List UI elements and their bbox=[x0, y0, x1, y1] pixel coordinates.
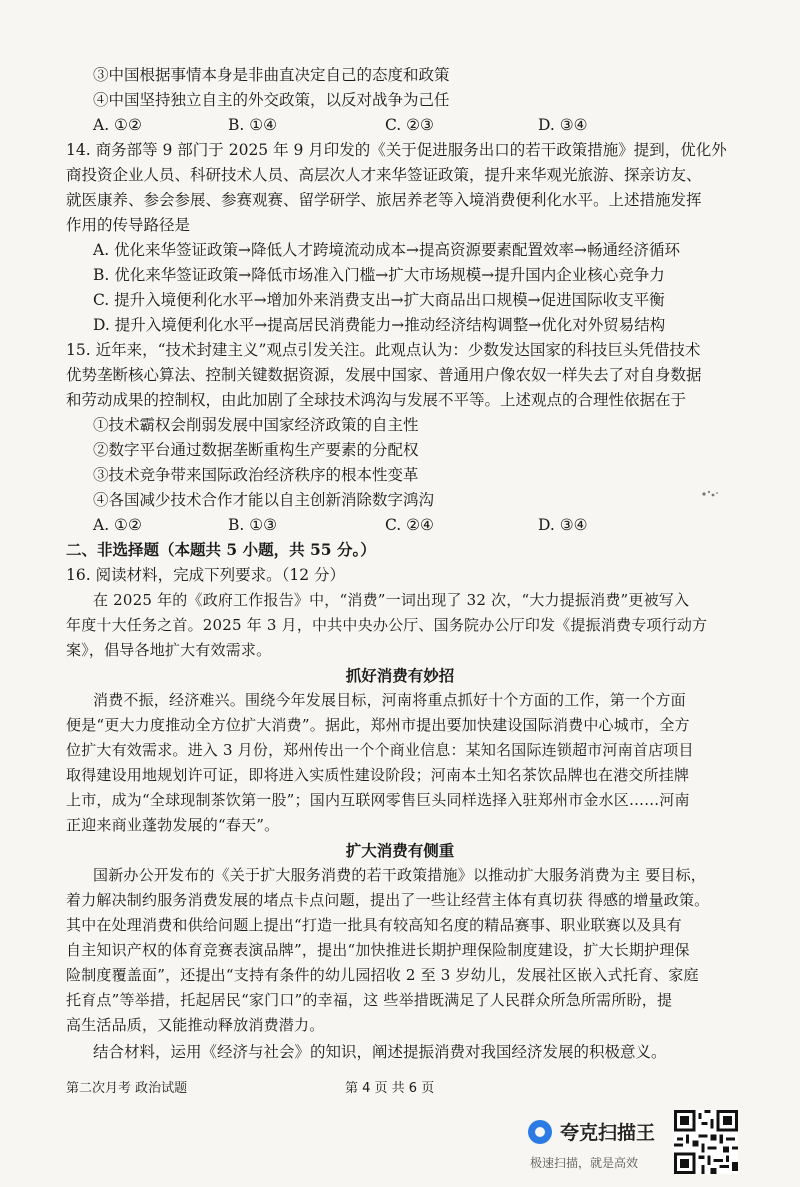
material-para-1-line: 取得建设用地规划许可证，即将进入实质性建设阶段；河南本土知名茶饮品牌也在港交所挂牌 bbox=[66, 766, 690, 784]
material-intro-line: 案》，倡导各地扩大有效需求。 bbox=[66, 641, 272, 659]
q15-item-3: ③技术竞争带来国际政治经济秩序的根本性变革 bbox=[93, 466, 419, 484]
q14-option-c: C. 提升入境便利化水平→增加外来消费支出→扩大商品出口规模→促进国际收支平衡 bbox=[93, 291, 665, 309]
scan-speck bbox=[700, 488, 720, 500]
q15-item-2: ②数字平台通过数据垄断重构生产要素的分配权 bbox=[93, 441, 419, 459]
material-para-1-line: 消费不振，经济难兴。围绕今年发展目标，河南将重点抓好十个方面的工作，第一个方面 bbox=[93, 691, 686, 709]
q13-option-d: D. ③④ bbox=[538, 116, 588, 134]
material-para-1-line: 便是“更大力度推动全方位扩大消费”。据此，郑州市提出要加快建设国际消费中心城市，全方 bbox=[66, 716, 690, 734]
q15-stem-line: 15. 近年来，“技术封建主义”观点引发关注。此观点认为：少数发达国家的科技巨头凭借技术 bbox=[66, 341, 701, 359]
q15-item-1: ①技术霸权会削弱发展中国家经济政策的自主性 bbox=[93, 416, 419, 434]
qr-code-icon bbox=[674, 1110, 738, 1174]
material-title-1: 抓好消费有妙招 bbox=[345, 666, 455, 685]
material-para-2-line: 托育点”等举措，托起居民“家门口”的幸福，这 些举措既满足了人民群众所急所需所盼，提 bbox=[66, 991, 673, 1009]
q16-task: 结合材料，运用《经济与社会》的知识，阐述提振消费对我国经济发展的积极意义。 bbox=[93, 1043, 667, 1061]
material-para-1-line: 上市，成为“全球现制茶饮第一股”；国内互联网零售巨头同样选择入驻郑州市金水区……河南 bbox=[66, 791, 690, 809]
material-para-2-line: 自主知识产权的体育竞赛表演品牌”，提出“加快推进长期护理保险制度建设，扩大长期护理保 bbox=[66, 941, 690, 959]
scanner-watermark bbox=[528, 1110, 768, 1180]
q14-option-a: A. 优化来华签证政策→降低人才跨境流动成本→提高资源要素配置效率→畅通经济循环 bbox=[93, 241, 681, 259]
q14-stem-line: 就医康养、参会参展、参赛观赛、留学研学、旅居养老等入境消费便利化水平。上述措施发挥 bbox=[66, 191, 702, 209]
q13-item-3: ③中国根据事情本身是非曲直决定自己的态度和政策 bbox=[93, 66, 450, 84]
q14-stem-line: 作用的传导路径是 bbox=[66, 216, 191, 234]
footer-page-number: 第 4 页 共 6 页 bbox=[345, 1081, 435, 1096]
material-intro-line: 年度十大任务之首。2025 年 3 月，中共中央办公厅、国务院办公厅印发《提振消费专项行动方 bbox=[66, 616, 708, 634]
scanner-slogan: 极速扫描，就是高效 bbox=[530, 1156, 639, 1170]
q15-option-c: C. ②④ bbox=[385, 516, 434, 534]
scanner-app-name: 夸克扫描王 bbox=[560, 1122, 656, 1144]
q13-option-b: B. ①④ bbox=[228, 116, 278, 134]
q15-stem-line: 优势垄断核心算法、控制关键数据资源，发展中国家、普通用户像农奴一样失去了对自身数据 bbox=[66, 366, 702, 384]
q14-stem-line: 商投资企业人员、科研技术人员、高层次人才来华签证政策，提升来华观光旅游、探亲访友、 bbox=[66, 166, 702, 184]
q13-option-c: C. ②③ bbox=[385, 116, 434, 134]
material-para-1-line: 位扩大有效需求。进入 3 月份，郑州传出一个个商业信息：某知名国际连锁超市河南首店项目 bbox=[66, 741, 694, 759]
q14-stem-line: 14. 商务部等 9 部门于 2025 年 9 月印发的《关于促进服务出口的若干政策措施》提到，优化外 bbox=[66, 141, 727, 159]
material-title-2: 扩大消费有侧重 bbox=[345, 841, 455, 860]
q13-item-4: ④中国坚持独立自主的外交政策，以反对战争为己任 bbox=[93, 91, 450, 109]
q15-option-a: A. ①② bbox=[93, 516, 142, 534]
q16-stem: 16. 阅读材料，完成下列要求。（12 分） bbox=[66, 566, 345, 584]
material-para-2-line: 险制度覆盖面”，还提出“支持有条件的幼儿园招收 2 至 3 岁幼儿，发展社区嵌入式托育、家庭 bbox=[66, 966, 699, 984]
q15-stem-line: 和劳动成果的控制权，由此加剧了全球技术鸿沟与发展不平等。上述观点的合理性依据在于 bbox=[66, 391, 687, 409]
material-para-1-line: 正迎来商业蓬勃发展的“春天”。 bbox=[66, 816, 280, 834]
q15-item-4: ④各国减少技术合作才能以自主创新消除数字鸿沟 bbox=[93, 491, 435, 509]
section-heading: 二、非选择题（本题共 5 小题，共 55 分。） bbox=[66, 540, 376, 559]
material-para-2-line: 其中在处理消费和供给问题上提出“打造一批具有较高知名度的精品赛事、职业联赛以及具有 bbox=[66, 916, 682, 934]
material-para-2-line: 国新办公开发布的《关于扩大服务消费的若干政策措施》以推动扩大服务消费为主 要目标， bbox=[93, 866, 706, 884]
q15-option-b: B. ①③ bbox=[228, 516, 278, 534]
q14-option-d: D. 提升入境便利化水平→提高居民消费能力→推动经济结构调整→优化对外贸易结构 bbox=[93, 316, 666, 334]
q15-option-d: D. ③④ bbox=[538, 516, 588, 534]
q13-option-a: A. ①② bbox=[93, 116, 142, 134]
q14-option-b: B. 优化来华签证政策→降低市场准入门槛→扩大市场规模→提升国内企业核心竞争力 bbox=[93, 266, 665, 284]
material-para-2-line: 高生活品质，又能推动释放消费潜力。 bbox=[66, 1016, 325, 1034]
material-para-2-line: 着力解决制约服务消费发展的堵点卡点问题，提出了一些让经营主体有真切获 得感的增量政策。 bbox=[66, 891, 710, 909]
scanner-logo-icon bbox=[528, 1120, 552, 1144]
footer-exam-name: 第二次月考 政治试题 bbox=[66, 1081, 188, 1096]
material-intro-line: 在 2025 年的《政府工作报告》中，“消费”一词出现了 32 次，“大力提振消费”更被写入 bbox=[93, 591, 690, 609]
